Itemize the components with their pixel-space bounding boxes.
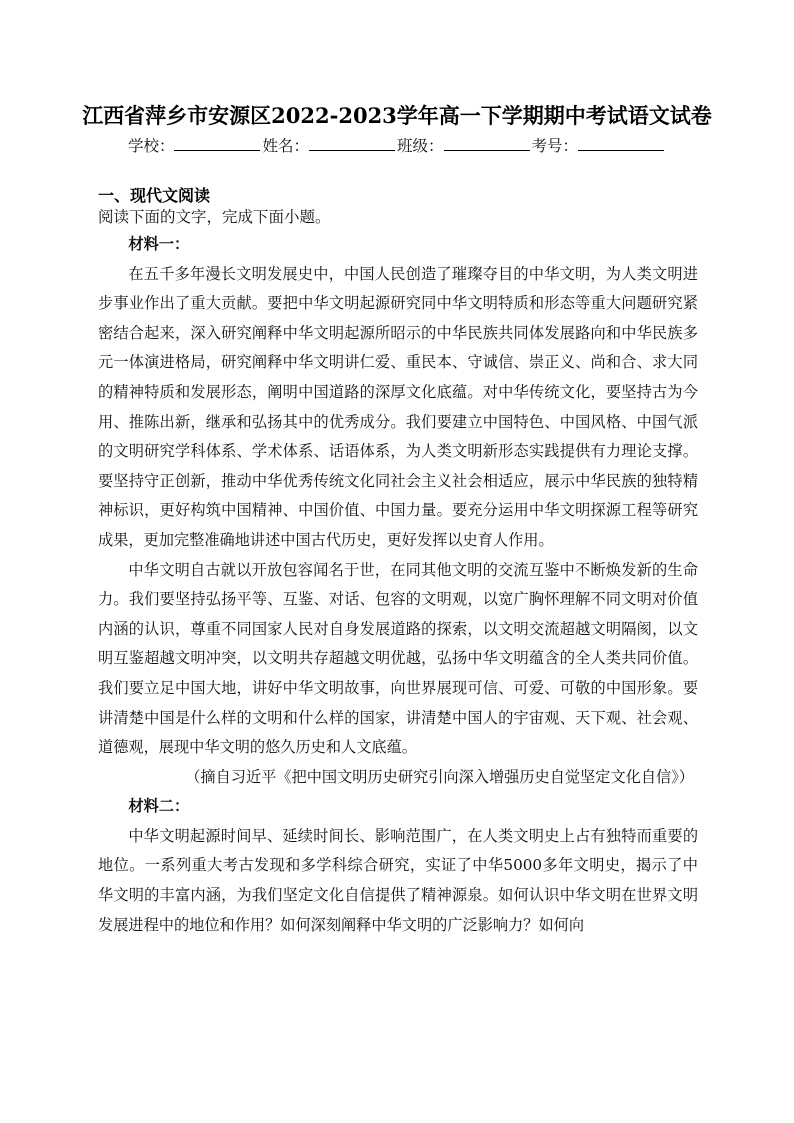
name-field [262, 134, 397, 156]
exam-no-label: 考号： [531, 137, 579, 155]
reading-body [98, 230, 698, 940]
material1-heading: 材料一： [128, 235, 190, 253]
exam-no-blank[interactable] [578, 135, 664, 151]
school-label: 学校： [127, 137, 175, 155]
name-blank[interactable] [309, 135, 395, 151]
material2-paragraph-1: 中华文明起源时间早、延续时间长、影响范围广，在人类文明史上占有独特而重要的地位。一系列重大考古发现和多学科综合研究，实证了中华5000多年文明史，揭示了中华文明的丰富内涵，为我们坚定文化自信提供了精神源泉。如何认识中华文明在世界文明发展进程中的地位和作用？如何深刻阐释中华文明的广泛影响力？如何向 [98, 826, 698, 934]
material1-paragraph-1: 在五千多年漫长文明发展史中，中国人民创造了璀璨夺目的中华文明，为人类文明进步事业作出了重大贡献。要把中华文明起源研究同中华文明特质和形态等重大问题研究紧密结合起来，深入研究阐释中华文明起源所昭示的中华民族共同体发展路向和中华民族多元一体演进格局，研究阐释中华文明讲仁爱、重民本、守诚信、崇正义、尚和合、求大同的精神特质和发展形态，阐明中国道路的深厚文化底蕴。对中华传统文化，要坚持古为今用、推陈出新，继承和弘扬其中的优秀成分。我们要建立中国特色、中国风格、中国气派的文明研究学科体系、学术体系、话语体系，为人类文明新形态实践提供有力理论支撑。要坚持守正创新，推动中华优秀传统文化同社会主义社会相适应，展示中华民族的独特精神标识，更好构筑中国精神、中国价值、中国力量。要充分运用中华文明探源工程等研究成果，更加完整准确地讲述中国古代历史，更好发挥以史育人作用。 [98, 264, 698, 549]
material1-paragraph-2: 中华文明自古就以开放包容闻名于世，在同其他文明的交流互鉴中不断焕发新的生命力。我们要坚持弘扬平等、互鉴、对话、包容的文明观，以宽广胸怀理解不同文明对价值内涵的认识，尊重不同国家人民对自身发展道路的探索，以文明交流超越文明隔阂，以文明互鉴超越文明冲突，以文明共存超越文明优越，弘扬中华文明蕴含的全人类共同价值。我们要立足中国大地，讲好中华文明故事，向世界展现可信、可爱、可敬的中国形象。要讲清楚中国是什么样的文明和什么样的国家，讲清楚中国人的宇宙观、天下观、社会观、道德观，展现中华文明的悠久历史和人文底蕴。 [98, 560, 698, 757]
class-blank[interactable] [444, 135, 530, 151]
material1-source: （摘自习近平《把中国文明历史研究引向深入增强历史自觉坚定文化自信》） [185, 767, 694, 786]
name-label: 姓名： [262, 137, 309, 155]
student-info-row [0, 134, 794, 156]
section-instruction: 阅读下面的文字，完成下面小题。 [98, 208, 331, 226]
page-title: 江西省萍乡市安源区2022-2023学年高一下学期期中考试语文试卷 [82, 103, 712, 128]
material2-heading: 材料二： [128, 797, 190, 816]
school-field [128, 134, 263, 156]
exam-no-field [532, 134, 667, 156]
section-heading: 一、现代文阅读 [98, 186, 211, 205]
school-blank[interactable] [174, 135, 260, 151]
class-label: 班级： [397, 137, 444, 155]
class-field [397, 134, 532, 156]
